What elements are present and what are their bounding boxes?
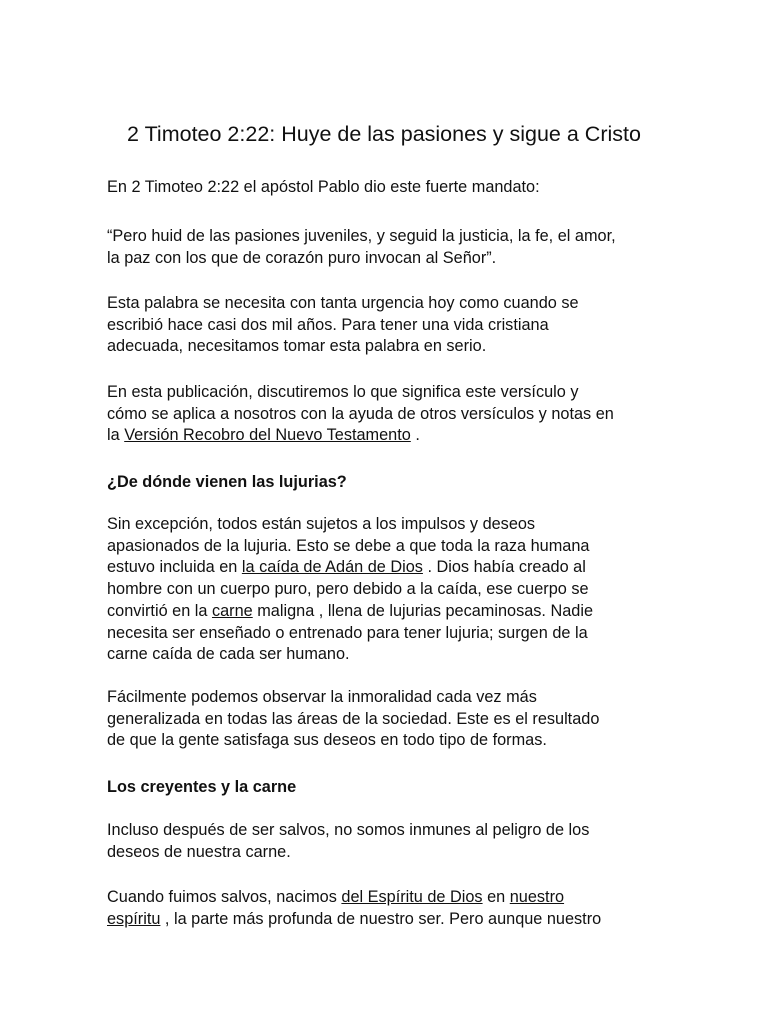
- text-line: apasionados de la lujuria. Esto se debe a que toda la raza humana: [107, 536, 590, 555]
- text-line: Sin excepción, todos están sujetos a los impulsos y deseos: [107, 515, 536, 533]
- lusts-paragraph: [107, 514, 667, 666]
- quote-paragraph: [107, 226, 667, 269]
- publication-paragraph: [107, 382, 667, 447]
- fall-of-adam-link[interactable]: la caída de Adán de Dios: [241, 558, 423, 577]
- text-line: adecuada, necesitamos tomar esta palabra en serio.: [107, 337, 487, 356]
- text-line: deseos de nuestra carne.: [107, 842, 291, 861]
- text-line: necesita ser enseñado o entrenado para tener lujuria; surgen de la: [107, 623, 588, 642]
- text-fragment: en: [482, 888, 510, 906]
- text-fragment: la: [107, 426, 125, 445]
- text-line: Incluso después de ser salvos, no somos inmunes al peligro de los: [107, 821, 590, 839]
- text-fragment: . Dios había creado al: [422, 558, 586, 577]
- text-fragment: maligna , llena de lujurias pecaminosas. Nadie: [252, 601, 594, 620]
- section-heading-lusts: ¿De dónde vienen las lujurias?: [107, 473, 347, 491]
- text-fragment: , la parte más profunda de nuestro ser. Pero aunque nuestro: [160, 909, 602, 928]
- recovery-version-link[interactable]: Versión Recobro del Nuevo Testamento: [124, 426, 411, 445]
- text-fragment: estuvo incluida en: [107, 558, 242, 577]
- intro-paragraph: En 2 Timoteo 2:22 el apóstol Pablo dio este fuerte mandato:: [107, 178, 540, 196]
- text-line: carne caída de cada ser humano.: [107, 645, 350, 664]
- text-fragment: convirtió en la: [107, 601, 212, 620]
- text-line: de que la gente satisfaga sus deseos en todo tipo de formas.: [107, 731, 547, 750]
- immorality-paragraph: [107, 687, 667, 752]
- quote-line: “Pero huid de las pasiones juveniles, y seguid la justicia, la fe, el amor,: [107, 227, 616, 245]
- flesh-link[interactable]: carne: [211, 601, 253, 620]
- text-line: En esta publicación, discutiremos lo que significa este versículo y: [107, 383, 579, 401]
- text-fragment: .: [410, 426, 420, 445]
- text-line: Esta palabra se necesita con tanta urgencia hoy como cuando se: [107, 294, 579, 312]
- text-fragment: Cuando fuimos salvos, nacimos: [107, 888, 342, 906]
- text-line: hombre con un cuerpo puro, pero debido a la caída, ese cuerpo se: [107, 580, 589, 599]
- text-line: Fácilmente podemos observar la inmoralidad cada vez más: [107, 688, 537, 706]
- salvation-paragraph: [107, 887, 667, 930]
- text-line: generalizada en todas las áreas de la sociedad. Este es el resultado: [107, 709, 600, 728]
- page-title: 2 Timoteo 2:22: Huye de las pasiones y sigue a Cristo: [127, 122, 641, 146]
- quote-line: la paz con los que de corazón puro invocan al Señor”.: [107, 248, 497, 267]
- urgency-paragraph: [107, 293, 667, 358]
- believers-paragraph: [107, 820, 667, 863]
- spirit-of-god-link[interactable]: del Espíritu de Dios: [341, 888, 483, 906]
- our-spirit-link[interactable]: espíritu: [107, 909, 161, 928]
- our-spirit-link[interactable]: nuestro: [509, 888, 565, 906]
- text-line: escribió hace casi dos mil años. Para tener una vida cristiana: [107, 315, 549, 334]
- section-heading-believers: Los creyentes y la carne: [107, 778, 297, 796]
- text-line: cómo se aplica a nosotros con la ayuda de otros versículos y notas en: [107, 404, 614, 423]
